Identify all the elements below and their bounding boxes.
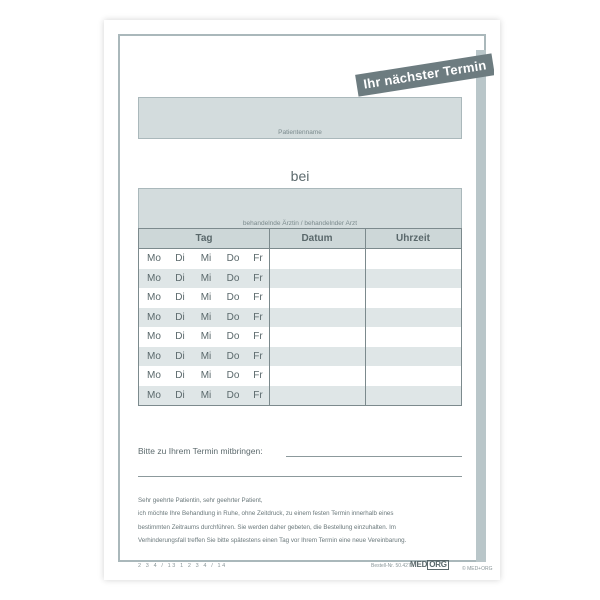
weekday-option[interactable]: Fr [253,370,263,381]
weekday-option[interactable]: Do [226,389,240,401]
weekday-option[interactable]: Mo [147,311,161,323]
ribbon-container [354,50,494,104]
weekday-option[interactable]: Mo [147,272,161,284]
weekday-option[interactable]: Fr [253,292,263,303]
weekday-option[interactable]: Mi [200,331,212,342]
weekday-option[interactable]: Di [175,331,185,342]
weekday-option[interactable]: Di [175,253,185,264]
weekday-option[interactable]: Do [226,331,240,342]
weekday-option[interactable]: Di [175,292,185,303]
weekday-option[interactable]: Fr [253,272,263,284]
table-row [139,249,461,269]
weekday-option[interactable]: Mi [200,311,212,323]
weekday-option[interactable]: Do [226,253,240,264]
weekday-option[interactable]: Di [175,389,185,401]
weekday-option[interactable]: Mi [200,292,212,303]
weekday-option[interactable]: Mo [147,370,161,381]
weekday-option[interactable]: Fr [253,331,263,342]
info-line: ich möchte Ihre Behandlung in Ruhe, ohne Zeitdruck, zu einem festen Termin innerhalb eines [138,510,394,518]
table-row [139,366,461,386]
header-datum: Datum [301,233,333,244]
header-uhrzeit: Uhrzeit [396,233,430,244]
patient-name-field[interactable] [138,97,462,139]
column-divider-tag [269,229,270,405]
patient-name-label: Patientenname [278,129,322,136]
weekday-option[interactable]: Fr [253,311,263,323]
weekday-option[interactable]: Di [175,272,185,284]
weekday-option[interactable]: Mo [147,350,161,362]
doctor-name-label: behandelnde Ärztin / behandelnder Arzt [242,220,358,227]
medorg-logo [410,560,449,570]
ribbon-title: Ihr nächster Termin [355,53,494,96]
appointment-card [104,20,500,580]
weekday-option[interactable]: Mi [200,389,212,401]
table-row [139,288,461,308]
weekday-option[interactable]: Fr [253,253,263,264]
table-header [139,229,461,249]
info-line: Verhinderungsfall treffen Sie bitte spätestens einen Tag vor Ihrem Termin eine neue Vereinbarung. [138,537,407,545]
weekday-option[interactable]: Do [226,292,240,303]
weekday-option[interactable]: Di [175,370,185,381]
table-row [139,347,461,367]
appointment-table [138,228,462,406]
header-tag: Tag [195,233,213,244]
weekday-option[interactable]: Mi [200,370,212,381]
weekday-option[interactable]: Di [175,350,185,362]
weekday-option[interactable]: Mi [200,272,212,284]
weekday-option[interactable]: Mo [147,389,161,401]
logo-med: MED [410,560,428,569]
doctor-name-field[interactable] [138,188,462,230]
weekday-option[interactable]: Fr [253,389,263,401]
weekday-option[interactable]: Mo [147,292,161,303]
weekday-option[interactable]: Di [175,311,185,323]
bring-line-1[interactable] [286,456,462,457]
table-row [139,308,461,328]
bring-label: Bitte zu Ihrem Termin mitbringen: [138,446,263,456]
copyright-note: © MED+ORG [462,566,493,572]
info-line: Sehr geehrte Patientin, sehr geehrter Patient, [138,497,263,504]
weekday-option[interactable]: Mi [200,350,212,362]
info-text [138,494,464,548]
table-row [139,269,461,289]
table-row [139,386,461,406]
logo-org: ORG [429,560,447,569]
weekday-option[interactable]: Mo [147,331,161,342]
bei-text: bei [290,168,310,184]
weekday-option[interactable]: Do [226,370,240,381]
order-number: Bestell-Nr. 50.427 [371,563,411,569]
weekday-option[interactable]: Do [226,272,240,284]
table-row [139,327,461,347]
weekday-option[interactable]: Do [226,350,240,362]
weekday-option[interactable]: Mo [147,253,161,264]
column-divider-datum [365,229,366,405]
card-side-stripe [476,50,486,562]
weekday-option[interactable]: Do [226,311,240,323]
weekday-option[interactable]: Fr [253,350,263,362]
weekday-option[interactable]: Mi [200,253,212,264]
bring-line-2[interactable] [138,476,462,477]
info-line: bestimmten Zeitraums durchführen. Sie werden daher gebeten, die Bestellung einzuhalten. Im [138,523,396,531]
print-codes: 2 3 4 / 13 1 2 3 4 / 14 [138,563,227,569]
